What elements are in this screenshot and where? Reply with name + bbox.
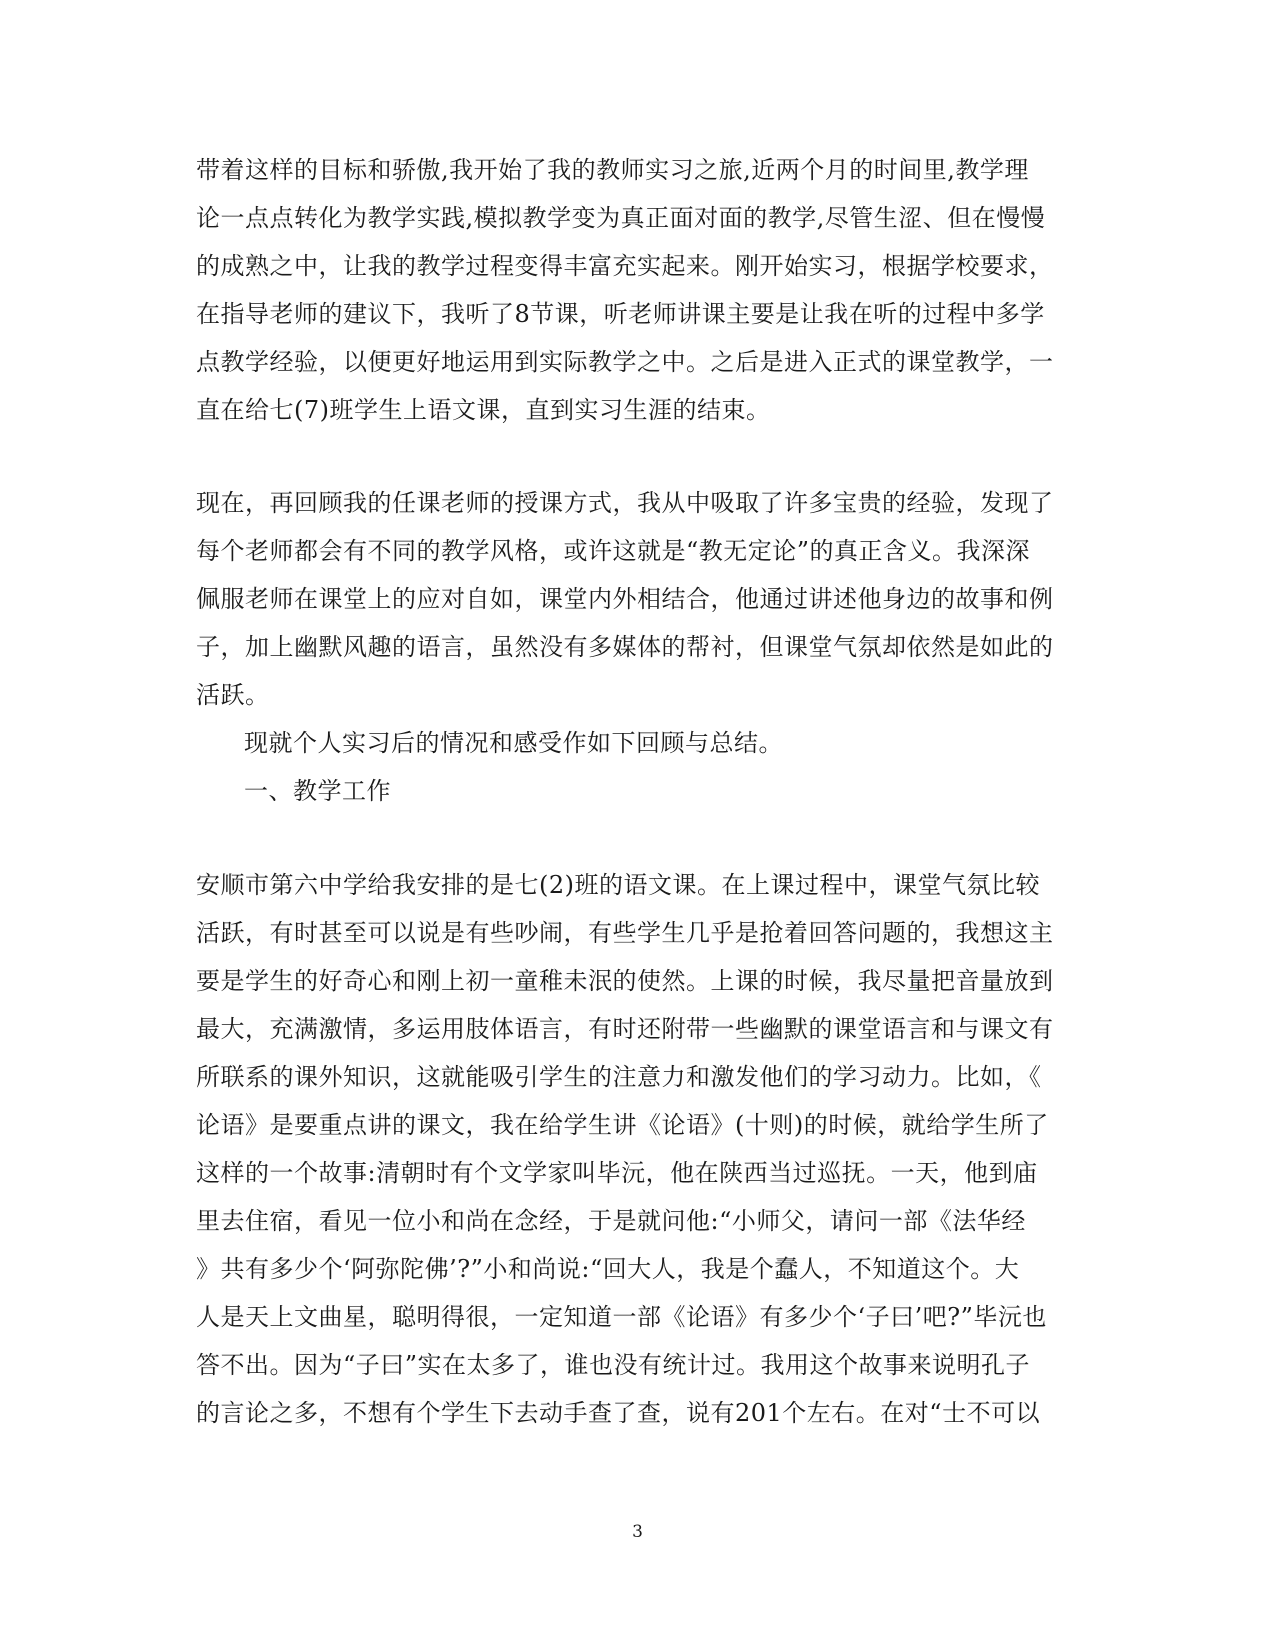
text-line: 》共有多少个‘阿弥陀佛’?”小和尚说:“回大人，我是个蠢人，不知道这个。大 — [196, 1255, 1020, 1283]
text-line: 点教学经验，以便更好地运用到实际教学之中。之后是进入正式的课堂教学，一 — [196, 348, 1054, 376]
text-line: 答不出。因为“子曰”实在太多了，谁也没有统计过。我用这个故事来说明孔子 — [196, 1351, 1031, 1379]
paragraph-4 — [196, 861, 1076, 1437]
text-line: 所联系的课外知识，这就能吸引学生的注意力和激发他们的学习动力。比如，《 — [196, 1063, 1042, 1091]
text-line: 里去住宿，看见一位小和尚在念经，于是就问他:“小师父，请问一部《法华经 — [196, 1207, 1026, 1235]
text-line: 现在，再回顾我的任课老师的授课方式，我从中吸取了许多宝贵的经验，发现了 — [196, 489, 1054, 517]
paragraph-1 — [196, 146, 1076, 434]
text-line: 每个老师都会有不同的教学风格，或许这就是“教无定论”的真正含义。我深深 — [196, 537, 1031, 565]
text-line: 的言论之多，不想有个学生下去动手查了查，说有201个左右。在对“士不可以 — [196, 1399, 1041, 1427]
heading-text: 一、教学工作 — [244, 777, 391, 805]
text-line: 带着这样的目标和骄傲,我开始了我的教师实习之旅,近两个月的时间里,教学理 — [196, 156, 1029, 184]
text-line: 安顺市第六中学给我安排的是七(2)班的语文课。在上课过程中，课堂气氛比较 — [196, 871, 1040, 899]
text-line: 子，加上幽默风趣的语言，虽然没有多媒体的帮衬，但课堂气氛却依然是如此的 — [196, 633, 1054, 661]
text-line: 活跃。 — [196, 681, 270, 709]
paragraph-3 — [196, 719, 1076, 767]
text-line: 论语》是要重点讲的课文，我在给学生讲《论语》(十则)的时候，就给学生所了 — [196, 1111, 1049, 1139]
text-line: 要是学生的好奇心和刚上初一童稚未泯的使然。上课的时候，我尽量把音量放到 — [196, 967, 1054, 995]
text-line: 人是天上文曲星，聪明得很，一定知道一部《论语》有多少个‘子曰’吧?”毕沅也 — [196, 1303, 1047, 1331]
paragraph-2 — [196, 479, 1076, 719]
text-line: 的成熟之中，让我的教学过程变得丰富充实起来。刚开始实习，根据学校要求， — [196, 252, 1054, 280]
text-line: 这样的一个故事:清朝时有个文学家叫毕沅，他在陕西当过巡抚。一天，他到庙 — [196, 1159, 1038, 1187]
text-line: 佩服老师在课堂上的应对自如，课堂内外相结合，他通过讲述他身边的故事和例 — [196, 585, 1054, 613]
text-line: 论一点点转化为教学实践,模拟教学变为真正面对面的教学,尽管生涩、但在慢慢 — [196, 204, 1046, 232]
text-line: 在指导老师的建议下，我听了8节课，听老师讲课主要是让我在听的过程中多学 — [196, 300, 1045, 328]
page-number: 3 — [632, 1522, 643, 1542]
text-line: 现就个人实习后的情况和感受作如下回顾与总结。 — [244, 729, 783, 757]
text-line: 活跃，有时甚至可以说是有些吵闹，有些学生几乎是抢着回答问题的，我想这主 — [196, 919, 1054, 947]
section-heading — [196, 767, 1076, 815]
text-line: 最大，充满激情，多运用肢体语言，有时还附带一些幽默的课堂语言和与课文有 — [196, 1015, 1054, 1043]
text-line: 直在给七(7)班学生上语文课，直到实习生涯的结束。 — [196, 396, 771, 424]
